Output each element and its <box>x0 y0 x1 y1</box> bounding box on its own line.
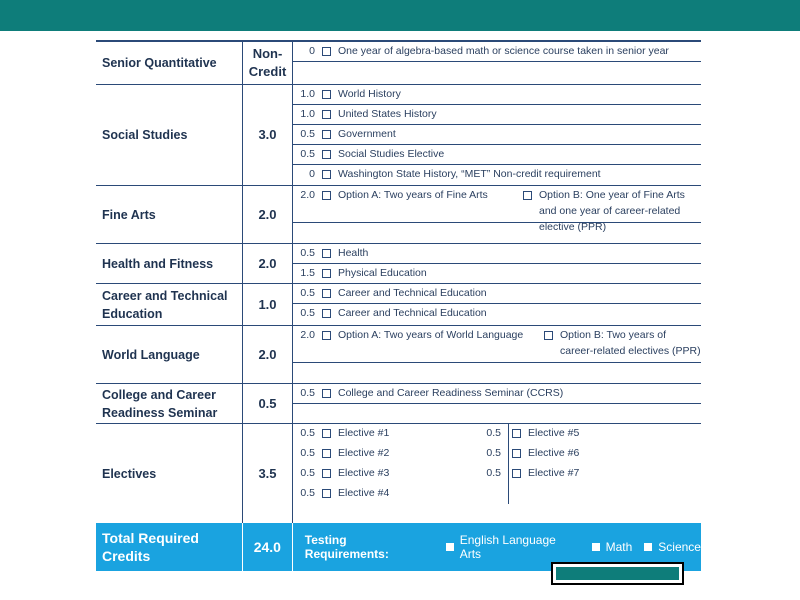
section-label: Career and Technical Education <box>96 284 243 325</box>
credit-value: 0.5 <box>300 487 315 499</box>
total-label: Total Required Credits <box>96 523 243 571</box>
credit-value: 0.5 <box>300 128 315 140</box>
checkbox[interactable] <box>512 469 521 478</box>
requirement-text: Washington State History, “MET” Non-credit requirement <box>338 168 601 180</box>
option-b-text: Option B: Two years of career-related electives (PPR) <box>560 329 701 357</box>
requirement-text: United States History <box>338 108 437 120</box>
checkbox[interactable] <box>644 543 652 551</box>
requirement-row <box>293 304 701 324</box>
section-label: World Language <box>96 326 243 383</box>
total-credits: 24.0 <box>243 523 293 571</box>
elective-row <box>293 464 701 484</box>
elective-text: Elective #4 <box>338 487 390 499</box>
option-a-text: Option A: Two years of World Language <box>338 329 524 341</box>
requirement-row <box>293 125 701 145</box>
section-credits: Non-Credit <box>243 42 293 84</box>
checkbox[interactable] <box>544 331 553 340</box>
section-senior-quantitative <box>96 40 701 84</box>
requirement-row <box>293 244 701 264</box>
elective-text: Elective #6 <box>528 447 580 459</box>
credit-value: 0.5 <box>300 307 315 319</box>
testing-requirements <box>293 533 701 561</box>
checkbox[interactable] <box>322 130 331 139</box>
checkbox[interactable] <box>523 191 532 200</box>
test-math: Math <box>605 540 633 554</box>
requirement-text: College and Career Readiness Seminar (CCRS) <box>338 387 564 399</box>
requirement-row <box>293 85 701 105</box>
requirement-row <box>293 145 701 165</box>
section-credits: 1.0 <box>243 284 293 325</box>
checkbox[interactable] <box>322 249 331 258</box>
checkbox[interactable] <box>322 289 331 298</box>
credit-value: 0.5 <box>300 447 315 459</box>
credit-value: 2.0 <box>300 329 315 341</box>
testing-label: Testing Requirements: <box>304 533 389 561</box>
section-credits: 3.5 <box>243 424 293 523</box>
empty-row <box>293 62 701 79</box>
requirement-row <box>293 284 701 304</box>
checkbox[interactable] <box>322 90 331 99</box>
empty-row <box>293 363 701 382</box>
credit-value: 0.5 <box>300 148 315 160</box>
option-b <box>542 327 701 359</box>
credit-value: 1.0 <box>300 88 315 100</box>
requirement-text: Physical Education <box>338 267 427 279</box>
credit-value: 1.5 <box>300 267 315 279</box>
credit-value: 1.0 <box>300 108 315 120</box>
requirement-text: World History <box>338 88 401 100</box>
requirement-row <box>293 105 701 125</box>
checkbox[interactable] <box>322 47 331 56</box>
section-credits: 3.0 <box>243 85 293 185</box>
graduation-requirements-table <box>96 40 701 571</box>
section-ccrs <box>96 383 701 423</box>
test-science: Science <box>658 540 701 554</box>
test-ela: English Language Arts <box>459 533 556 561</box>
requirement-text: Government <box>338 128 396 140</box>
section-health-fitness <box>96 243 701 283</box>
checkbox[interactable] <box>592 543 600 551</box>
requirement-row <box>293 186 701 233</box>
requirement-text: Health <box>338 247 369 259</box>
elective-text: Elective #2 <box>338 447 390 459</box>
section-label: Social Studies <box>96 85 243 185</box>
section-world-language <box>96 325 701 383</box>
option-a-text: Option A: Two years of Fine Arts <box>338 189 488 201</box>
requirement-text: Social Studies Elective <box>338 148 445 160</box>
credit-value: 0.5 <box>300 467 315 479</box>
checkbox[interactable] <box>322 331 331 340</box>
checkbox[interactable] <box>322 489 331 498</box>
section-label: Senior Quantitative <box>96 42 243 84</box>
checkbox[interactable] <box>512 429 521 438</box>
section-credits: 0.5 <box>243 384 293 423</box>
requirement-text: Career and Technical Education <box>338 307 487 319</box>
checkbox[interactable] <box>322 429 331 438</box>
requirement-row <box>293 264 701 282</box>
elective-text: Elective #7 <box>528 467 580 479</box>
elective-text: Elective #5 <box>528 427 580 439</box>
elective-row <box>293 484 701 504</box>
elective-row <box>293 444 701 464</box>
section-fine-arts <box>96 185 701 243</box>
checkbox[interactable] <box>322 110 331 119</box>
checkbox[interactable] <box>322 191 331 200</box>
checkbox[interactable] <box>322 389 331 398</box>
requirement-row <box>293 326 701 363</box>
footer-badge-fill <box>556 567 679 580</box>
section-label: College and Career Readiness Seminar <box>96 384 243 423</box>
section-social-studies <box>96 84 701 185</box>
section-label: Electives <box>96 424 243 523</box>
credit-value: 0.5 <box>300 287 315 299</box>
credit-value: 0.5 <box>300 387 315 399</box>
requirement-text: Career and Technical Education <box>338 287 487 299</box>
section-label: Health and Fitness <box>96 244 243 283</box>
section-credits: 2.0 <box>243 244 293 283</box>
checkbox[interactable] <box>322 309 331 318</box>
requirement-row <box>293 165 701 185</box>
checkbox[interactable] <box>322 170 331 179</box>
credit-value: 0.5 <box>300 427 315 439</box>
elective-text: Elective #3 <box>338 467 390 479</box>
requirement-text: One year of algebra-based math or science course taken in senior year <box>338 45 669 57</box>
credit-value: 0.5 <box>486 467 501 479</box>
credit-value: 0.5 <box>486 447 501 459</box>
checkbox[interactable] <box>512 449 521 458</box>
option-b <box>521 187 701 235</box>
requirement-row <box>293 384 701 404</box>
checkbox[interactable] <box>446 543 454 551</box>
section-credits: 2.0 <box>243 326 293 383</box>
section-career-technical <box>96 283 701 325</box>
requirement-row <box>293 42 701 62</box>
checkbox[interactable] <box>322 150 331 159</box>
checkbox[interactable] <box>322 269 331 278</box>
credit-value: 0 <box>309 45 315 57</box>
option-a <box>322 189 521 201</box>
credit-value: 0.5 <box>486 427 501 439</box>
footer-badge <box>551 562 684 585</box>
credit-value: 0 <box>309 168 315 180</box>
section-label: Fine Arts <box>96 186 243 243</box>
credit-value: 2.0 <box>300 189 315 201</box>
section-electives <box>96 423 701 523</box>
option-a <box>322 329 542 341</box>
elective-row <box>293 424 701 444</box>
section-credits: 2.0 <box>243 186 293 243</box>
checkbox[interactable] <box>322 449 331 458</box>
option-b-text: Option B: One year of Fine Arts and one year of career-related elective (PPR) <box>539 189 685 233</box>
credit-value: 0.5 <box>300 247 315 259</box>
top-banner <box>0 0 800 31</box>
checkbox[interactable] <box>322 469 331 478</box>
empty-row <box>293 404 701 422</box>
elective-text: Elective #1 <box>338 427 390 439</box>
